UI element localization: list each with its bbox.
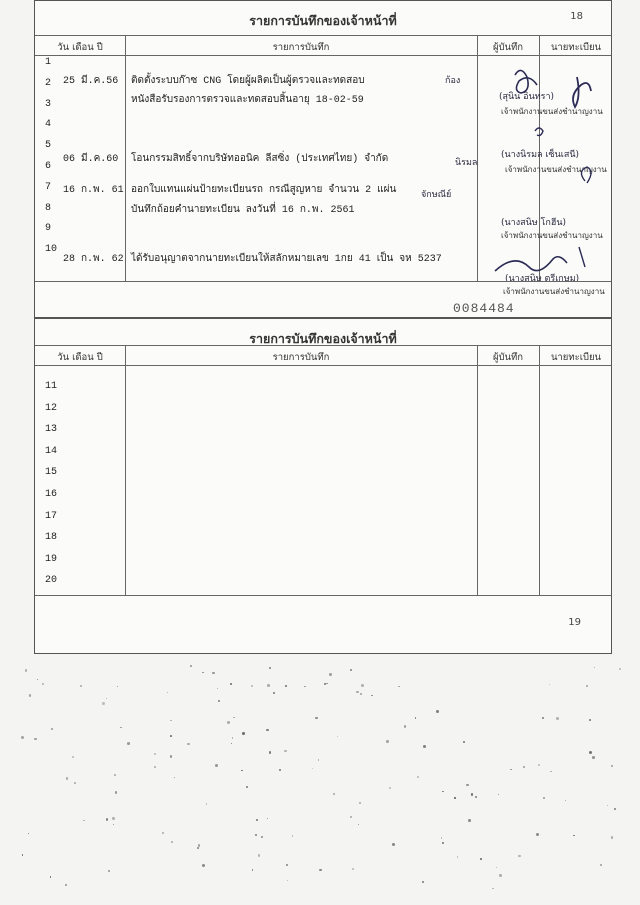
entry-date: 16 ก.พ. 61 [63, 185, 124, 196]
speck [154, 753, 156, 755]
speck [358, 824, 359, 825]
speck [422, 881, 424, 883]
header-registrar: นายทะเบียน [550, 42, 602, 53]
handwritten-signature-marks [475, 61, 605, 301]
speck [202, 672, 203, 673]
speck [619, 668, 621, 670]
speck [267, 684, 270, 687]
page-title: รายการบันทึกของเจ้าหน้าที่ [249, 331, 397, 346]
speck [333, 793, 335, 795]
speck [127, 742, 130, 745]
speck [170, 735, 172, 737]
speck [251, 685, 253, 687]
speck [106, 698, 107, 699]
row-number: 14 [45, 445, 58, 457]
speck [442, 791, 444, 793]
entry-text: ออกใบแทนแผ่นป้ายทะเบียนรถ กรณีสูญหาย จำนวน 2 แผ่น [131, 185, 397, 196]
row-number: 13 [45, 424, 58, 436]
speck [34, 738, 36, 740]
recorder-signature: ก้อง [445, 76, 461, 86]
speck [543, 797, 545, 799]
speck [318, 759, 319, 760]
speck [589, 751, 592, 754]
column-divider [125, 35, 126, 281]
official-stamp: เจ้าพนักงานขนส่งชำนาญงาน [503, 287, 605, 296]
table-header [35, 35, 611, 56]
row-number: 3 [45, 98, 52, 110]
row-number: 20 [45, 575, 58, 587]
recorder-name: (สุนิน อินทรา) [499, 92, 555, 102]
speck [499, 874, 502, 877]
speck [72, 756, 74, 758]
row-number: 9 [45, 223, 52, 235]
speck [231, 743, 232, 744]
registrar-name: (นางสนิษ โกฮีน) [501, 218, 566, 228]
row-number: 11 [45, 381, 58, 392]
row-number: 15 [45, 467, 58, 479]
speck [536, 833, 539, 836]
speck [286, 864, 288, 866]
row-number: 19 [45, 553, 58, 565]
speck [392, 843, 395, 846]
speck [496, 867, 497, 868]
speck [586, 685, 588, 687]
speck [319, 869, 321, 871]
speck [269, 667, 271, 669]
recorder-signature: นิรมล [455, 158, 478, 168]
speck [65, 884, 67, 886]
speck [518, 855, 520, 857]
speck [607, 805, 608, 806]
speck [417, 776, 419, 778]
entry-text: บันทึกถ้อยคำนายทะเบียน ลงวันที่ 16 ก.พ. 2561 [131, 205, 355, 216]
registrar-name: (นางสนิษ ตรีเกษม) [505, 274, 580, 284]
speck [350, 669, 352, 671]
speck [594, 667, 596, 669]
row-number: 2 [45, 77, 52, 89]
row-number: 18 [45, 532, 58, 544]
speck [463, 741, 465, 743]
speck [312, 768, 313, 769]
header-record: รายการบันทึก [272, 352, 330, 363]
speck [592, 756, 595, 759]
speck [252, 869, 254, 871]
speck [550, 771, 552, 773]
speck [120, 727, 121, 728]
speck [471, 793, 474, 796]
recorder-signature: จักษณีย์ [421, 190, 452, 200]
speck [74, 782, 76, 784]
speck [600, 864, 602, 866]
speck [371, 695, 373, 697]
speck [227, 721, 230, 724]
speck [273, 692, 275, 694]
speck [261, 836, 263, 838]
speck [206, 803, 207, 804]
entry-text: ติดตั้งระบบก๊าซ CNG โดยผู้ผลิตเป็นผู้ตรวจและทดสอบ [131, 76, 365, 87]
page-number: 19 [568, 617, 581, 628]
record-page-18 [34, 0, 612, 318]
speck [242, 732, 244, 734]
speck [117, 686, 118, 687]
speck [573, 835, 575, 837]
speck [28, 833, 29, 834]
column-divider [477, 345, 478, 595]
speck [492, 888, 493, 889]
speck [466, 784, 469, 787]
speck [423, 745, 426, 748]
speck [337, 736, 338, 737]
entry-text: หนังสือรับรองการตรวจและทดสอบสิ้นอายุ 18-02-59 [131, 95, 364, 106]
header-date: วัน เดือน ปี [57, 42, 103, 53]
speck [106, 818, 108, 820]
speck [37, 679, 39, 681]
header-recorder: ผู้บันทึก [492, 42, 524, 53]
speck [112, 817, 114, 819]
speck [115, 791, 117, 793]
speck [389, 787, 392, 790]
column-divider [539, 345, 540, 595]
record-page-19 [34, 318, 612, 654]
speck [614, 808, 616, 810]
speck [108, 870, 110, 872]
speck [255, 834, 257, 836]
speck [218, 700, 220, 702]
speck [589, 719, 591, 721]
speck [284, 750, 286, 752]
header-registrar: นายทะเบียน [550, 352, 602, 363]
page-number: 18 [570, 11, 583, 22]
speck [436, 710, 439, 713]
speck [356, 691, 358, 693]
speck [279, 769, 281, 771]
speck [42, 683, 43, 684]
speck [611, 765, 612, 766]
speck [258, 854, 260, 856]
table-bottom-border [35, 281, 611, 282]
speck [549, 684, 550, 685]
entry-date: 28 ก.พ. 62 [63, 254, 124, 265]
row-number: 5 [45, 140, 52, 152]
row-number: 12 [45, 402, 58, 414]
speck [415, 717, 416, 718]
entry-date: 06 มี.ค.60 [63, 154, 119, 165]
speck [386, 740, 389, 743]
speck [241, 770, 242, 771]
speck [315, 717, 318, 720]
speck [361, 684, 364, 687]
speck [542, 717, 544, 719]
speck [246, 786, 248, 788]
header-record: รายการบันทึก [272, 42, 330, 53]
speck [170, 755, 172, 757]
entry-text: โอนกรรมสิทธิ์จากบริษัทออนิค ลีสซิ่ง (ประเทศไทย) จำกัด [131, 154, 389, 165]
speck [174, 777, 175, 778]
speck [457, 856, 458, 857]
speck [197, 847, 199, 849]
row-number: 6 [45, 161, 52, 172]
speck [523, 766, 525, 768]
speck [187, 743, 189, 745]
speck [232, 737, 234, 739]
speck [162, 832, 164, 834]
speck [611, 836, 614, 839]
speck [102, 702, 105, 705]
row-number: 10 [45, 244, 58, 256]
speck [326, 683, 328, 685]
column-divider [125, 345, 126, 595]
speck [498, 794, 499, 795]
speck [114, 774, 116, 776]
speck [233, 717, 234, 718]
row-number: 7 [45, 181, 52, 193]
speck [212, 672, 215, 675]
speck [350, 816, 352, 818]
entry-date: 25 มี.ค.56 [63, 76, 119, 87]
row-number: 16 [45, 489, 58, 500]
speck [556, 717, 559, 720]
header-recorder: ผู้บันทึก [492, 352, 524, 363]
speck [22, 854, 23, 855]
speck [171, 841, 173, 843]
speck [329, 673, 332, 676]
speck [359, 802, 360, 803]
speck [230, 683, 232, 685]
speck [285, 685, 287, 687]
speck [510, 769, 512, 771]
speck [25, 669, 27, 671]
speck [80, 685, 82, 687]
row-number: 17 [45, 510, 58, 522]
speck [292, 835, 293, 836]
speck [202, 864, 205, 867]
speck [287, 880, 288, 881]
registrar-name: (นางนิรมล เซ็นเสนี) [501, 150, 579, 160]
table-header [35, 345, 611, 366]
speck [468, 819, 471, 822]
speck [441, 837, 443, 839]
speck [475, 796, 477, 798]
speck [167, 692, 168, 693]
official-stamp: เจ้าพนักงานขนส่งชำนาญงาน [501, 231, 603, 240]
speck [50, 876, 51, 877]
speck [304, 686, 306, 688]
speck [352, 868, 354, 870]
table-bottom-border [35, 595, 611, 596]
speck [565, 800, 567, 802]
speck [404, 725, 407, 728]
speck [266, 729, 268, 731]
official-stamp: เจ้าพนักงานขนส่งชำนาญงาน [501, 107, 603, 116]
speck [154, 766, 155, 767]
speck [51, 728, 53, 730]
speck [442, 842, 444, 844]
speck [170, 720, 172, 722]
serial-number: 0084484 [453, 301, 515, 316]
speck [217, 688, 218, 689]
speck [480, 858, 482, 860]
speck [83, 820, 85, 822]
page-title: รายการบันทึกของเจ้าหน้าที่ [249, 13, 397, 28]
row-number: 1 [45, 57, 52, 68]
speck [538, 764, 540, 766]
header-date: วัน เดือน ปี [57, 352, 103, 363]
speck [215, 764, 218, 767]
speck [21, 736, 24, 739]
speck [454, 797, 455, 798]
speck [269, 751, 272, 754]
official-stamp: เจ้าพนักงานขนส่งชำนาญงาน [505, 165, 607, 174]
speck [66, 777, 68, 779]
entry-text: ได้รับอนุญาตจากนายทะเบียนให้สลักหมายเลข 1กย 41 เป็น จห 5237 [131, 254, 442, 265]
speck [256, 819, 257, 820]
row-number: 4 [45, 119, 52, 131]
speck [190, 665, 192, 667]
speck [398, 686, 400, 688]
row-number: 8 [45, 202, 52, 214]
speck [267, 818, 268, 819]
speck [360, 693, 362, 695]
speck [113, 824, 114, 825]
speck [29, 694, 32, 697]
